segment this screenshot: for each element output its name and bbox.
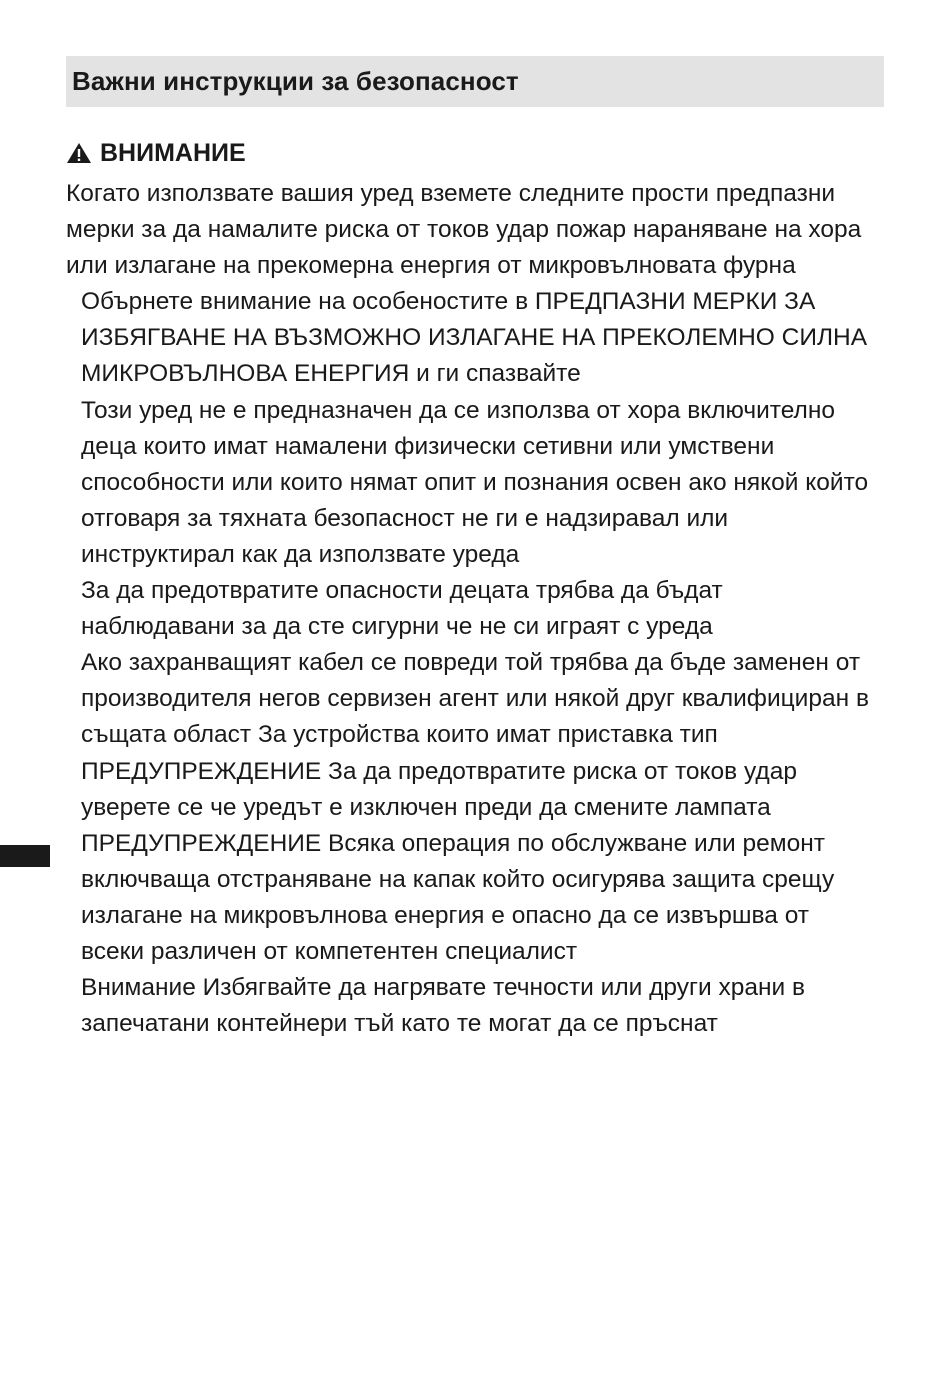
intro-paragraph: Когато използвате вашия уред вземете следните прости предпазни мерки за да намалите риска от токов удар пожар нараняване на хора или излагане на прекомерна енергия от микровълновата фурна — [66, 180, 862, 280]
safety-instructions — [66, 176, 876, 1042]
list-item — [66, 754, 876, 826]
list-item — [66, 573, 876, 645]
list-item — [66, 645, 876, 753]
list-item — [66, 284, 876, 392]
list-item — [66, 970, 876, 1042]
warning-label: ВНИМАНИЕ — [100, 138, 246, 167]
page-edge-tab — [0, 845, 50, 867]
warning-heading — [66, 136, 246, 170]
section-title: Важни инструкции за безопасност — [72, 66, 519, 96]
list-item-text: Внимание Избягвайте да нагрявате течности или други храни в запечатани контейнери тъй като те могат да се пръснат — [81, 974, 805, 1038]
list-item-text: Този уред не е предназначен да се използва от хора включително деца които имат намалени физически сетивни или умствени способности или които нямат опит и познания освен ако някой който отговаря за тяхната безопасност не ги е надзиравал или инструктирал как да използвате уреда — [81, 396, 869, 568]
list-item-text: ПРЕДУПРЕЖДЕНИЕ За да предотвратите риска от токов удар уверете се че уредът е изключен преди да смените лампата — [81, 757, 797, 821]
instruction-list — [66, 284, 876, 1042]
list-item-text: Ако захранващият кабел се повреди той трябва да бъде заменен от производителя негов сервизен агент или някой друг квалифициран в същата област За устройства които имат приставка тип — [81, 649, 869, 749]
warning-triangle-icon — [66, 142, 92, 164]
list-item-text: Обърнете внимание на особеностите в ПРЕДПАЗНИ МЕРКИ ЗА ИЗБЯГВАНЕ НА ВЪЗМОЖНО ИЗЛАГАНЕ НА ПРЕКОЛЕМНО СИЛНА МИКРОВЪЛНОВА ЕНЕРГИЯ и ги спазвайте — [81, 288, 868, 388]
section-header — [66, 56, 884, 107]
list-item-text: За да предотвратите опасности децата трябва да бъдат наблюдавани за да сте сигурни че не си играят с уреда — [81, 577, 723, 641]
list-item-text: ПРЕДУПРЕЖДЕНИЕ Всяка операция по обслужване или ремонт включваща отстраняване на капак който осигурява защита срещу излагане на микровълнова енергия е опасно да се извършва от всеки различен от компетентен специалист — [81, 829, 835, 965]
list-item — [66, 393, 876, 573]
list-item — [66, 826, 876, 970]
